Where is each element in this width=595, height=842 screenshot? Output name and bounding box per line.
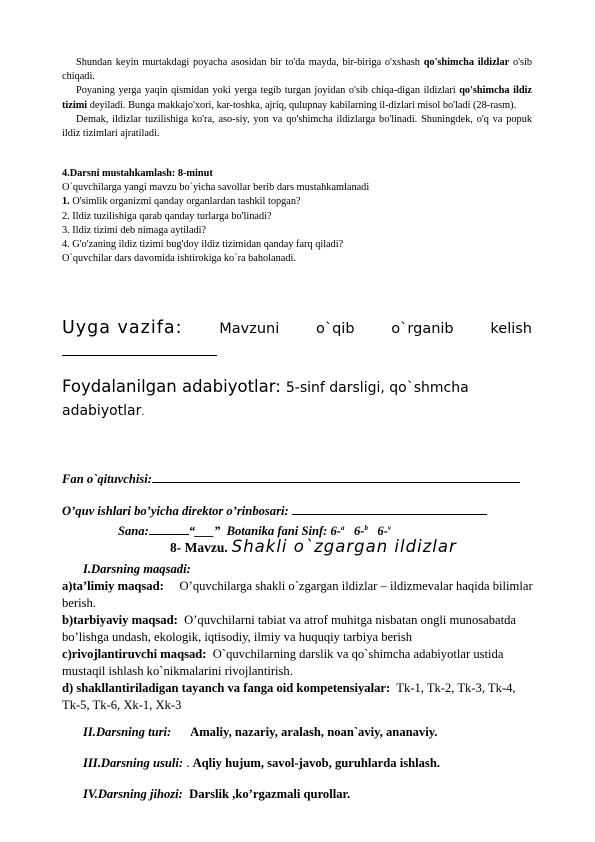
- topic-number: 8- Mavzu.: [170, 540, 228, 555]
- teacher-label: Fan o`qituvchisi:: [62, 472, 152, 486]
- literature-label: Foydalanilgan adabiyotlar:: [62, 377, 281, 396]
- deputy-label: O’quv ishlari bo’yicha direktor o’rinbosari:: [62, 504, 289, 518]
- lesson-equipment: IV.Darsning jihozi: Darslik ,ko’rgazmali qurollar.: [83, 787, 351, 801]
- subject-class: Botanika fani Sinf: 6-: [226, 524, 341, 539]
- goal-developmental: c)rivojlantiruvchi maqsad: O`quvchilarning darslik va qo`shimcha adabiyotlar ustida mustaqil ishlash ko`nikmalarini rivojlantirish.: [62, 647, 504, 678]
- assessment-closing: O`quvchilar dars davomida ishtirokiga ko`ra baholanadi.: [62, 253, 296, 265]
- term-additional-roots: qo'shimcha ildizlar: [423, 57, 510, 68]
- date-label: Sana:: [118, 524, 149, 539]
- teacher-signature-line: [152, 482, 520, 483]
- intro-section: [62, 56, 532, 141]
- term-additional-root-system: qo'shimcha ildiz tizimi: [62, 85, 532, 111]
- goals-title: I.Darsning maqsadi:: [83, 562, 191, 576]
- goal-competencies: d) shakllantiriladigan tayanch va fanga oid kompetensiyalar: Tk-1, Tk-2, Tk-3, Tk-4, Tk-5, Tk-6, Xk-1, Xk-3: [62, 681, 516, 712]
- lesson-type: II.Darsning turi: Amaliy, nazariy, aralash, noan`aviy, ananaviy.: [83, 725, 438, 739]
- assessment-title: 4.Darsni mustahkamlash: 8-minut: [62, 168, 213, 179]
- topic-title: Shakli o`zgargan ildizlar: [231, 537, 457, 556]
- intro-paragraph-1: Shundan keyin murtakdagi poyacha asosidan bir to'da mayda, bir-biriga o'xshash qo'shimcha ildizlar o'sib chiqadi.: [62, 57, 532, 83]
- date-blank: [149, 534, 189, 535]
- lesson-method: III.Darsning usuli: . Aqliy hujum, savol-javob, guruhlarda ishlash.: [83, 756, 440, 770]
- date-subject-line: Sana: “___” Botanika fani Sinf: 6-$^a$ 6-$^b$ 6-$^v$: [118, 524, 392, 539]
- goal-educational: a)ta’limiy maqsad: O’quvchilarga shakli o`zgargan ildizlar – ildizmevalar haqida bilimlar berish.: [62, 579, 533, 610]
- question-4: 4. G'o'zaning ildiz tizimi bug'doy ildiz tizimidan qanday farq qiladi?: [62, 239, 344, 251]
- literature-text: 5-sinf darsligi, qo`shmcha: [285, 380, 469, 396]
- goal-upbringing: b)tarbiyaviy maqsad: O’quvchilarni tabiat va atrof muhitga nisbatan ongli munosabatda bo’lishga undash, ekologik, iqtisodiy, ilmiy va huquqiy tarbiya berish: [62, 613, 517, 644]
- assessment-intro: O`quvchilarga yangi mavzu bo`yicha savollar berib dars mustahkamlanadi: [62, 182, 370, 194]
- homework-label: Uyga vazifa:: [62, 318, 183, 338]
- intro-paragraph-2: Poyaning yerga yaqin qismidan yoki yerga tegib turgan joyidan o'sib chiqa-digan ildizlari qo'shimcha ildiz tizimi deyiladi. Bunga makkajo'xori, kar-toshka, ajriq, qulupnay kabilarning il-dizlari misol bo'ladi (28-rasm).: [62, 85, 532, 111]
- assessment-section: [62, 167, 532, 266]
- teacher-line: [62, 471, 520, 488]
- homework-line: Uyga vazifa: Mavzuni o`qib o`rganib kelish: [62, 318, 532, 338]
- question-2: 2. Ildiz tuzilishiga qarab qanday turlarga bo'linadi?: [62, 210, 272, 222]
- goals-section: [62, 561, 534, 714]
- deputy-line: [62, 503, 487, 520]
- deputy-signature-line: [292, 514, 487, 515]
- question-1: 1. O'simlik organizmi qanday organlardan tashkil topgan?: [62, 196, 301, 208]
- intro-paragraph-3: Demak, ildizlar tuzilishiga ko'ra, aso-siy, yon va qo'shimcha ildizlarga bo'linadi. Shuningdek, o'q va popuk ildiz tizimlari ajratiladi.: [62, 113, 532, 140]
- literature-section: Foydalanilgan adabiyotlar: 5-sinf darsligi, qo`shmcha adabiyotlar.: [62, 377, 469, 419]
- homework-underline: [62, 355, 217, 356]
- question-3: 3. Ildiz tizimi deb nimaga aytiladi?: [62, 224, 207, 236]
- topic-line: [170, 537, 457, 557]
